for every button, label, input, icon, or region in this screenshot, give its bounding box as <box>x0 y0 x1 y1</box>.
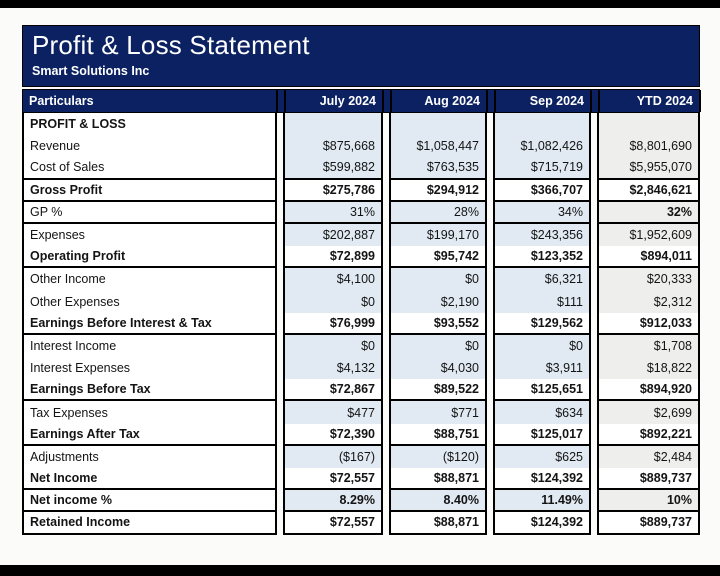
cell-july: $275,786 <box>283 180 383 202</box>
row-label: GP % <box>22 202 277 224</box>
cell-aug: $4,030 <box>389 357 487 379</box>
cell-aug: $88,751 <box>389 424 487 446</box>
cell-sep: $366,707 <box>493 180 591 202</box>
cell-aug: $2,190 <box>389 291 487 313</box>
cell-aug: $0 <box>389 335 487 357</box>
letterbox-bar-top <box>0 0 720 8</box>
cell-aug: $88,871 <box>389 468 487 490</box>
cell-sep <box>493 113 591 135</box>
cell-july: $4,132 <box>283 357 383 379</box>
table-row <box>22 291 700 313</box>
cell-ytd: $5,955,070 <box>597 157 700 179</box>
row-label: Earnings Before Tax <box>22 379 277 401</box>
cell-sep: 34% <box>493 202 591 224</box>
row-label: Retained Income <box>22 512 277 534</box>
pnl-statement-sheet <box>22 25 700 535</box>
cell-ytd: $18,822 <box>597 357 700 379</box>
cell-ytd: $892,221 <box>597 424 700 446</box>
table-row <box>22 446 700 468</box>
table-header-row <box>22 89 700 113</box>
table-row <box>22 401 700 423</box>
cell-july: $72,899 <box>283 246 383 268</box>
row-label: Other Income <box>22 268 277 290</box>
cell-aug: $95,742 <box>389 246 487 268</box>
row-label: Net income % <box>22 490 277 512</box>
table-body <box>22 113 700 535</box>
row-label: Interest Income <box>22 335 277 357</box>
cell-sep: $3,911 <box>493 357 591 379</box>
cell-ytd: $1,708 <box>597 335 700 357</box>
cell-ytd <box>597 113 700 135</box>
cell-sep: $111 <box>493 291 591 313</box>
row-label: Adjustments <box>22 446 277 468</box>
row-label: Interest Expenses <box>22 357 277 379</box>
cell-sep: $123,352 <box>493 246 591 268</box>
cell-aug: 8.40% <box>389 490 487 512</box>
table-row <box>22 335 700 357</box>
table-row <box>22 224 700 246</box>
cell-aug: $763,535 <box>389 157 487 179</box>
table-row <box>22 424 700 446</box>
cell-july: $477 <box>283 401 383 423</box>
cell-ytd: $2,312 <box>597 291 700 313</box>
statement-title: Profit & Loss Statement <box>32 30 310 60</box>
cell-ytd: $8,801,690 <box>597 135 700 157</box>
cell-ytd: $894,011 <box>597 246 700 268</box>
row-label: PROFIT & LOSS <box>22 113 277 135</box>
cell-ytd: 10% <box>597 490 700 512</box>
cell-july: $0 <box>283 335 383 357</box>
cell-sep: $125,017 <box>493 424 591 446</box>
column-header-july: July 2024 <box>284 90 384 112</box>
cell-july: $72,867 <box>283 379 383 401</box>
table-row <box>22 268 700 290</box>
cell-aug: 28% <box>389 202 487 224</box>
row-label: Revenue <box>22 135 277 157</box>
cell-july: $72,390 <box>283 424 383 446</box>
cell-sep: $715,719 <box>493 157 591 179</box>
row-label: Operating Profit <box>22 246 277 268</box>
table-row <box>22 135 700 157</box>
row-label: Tax Expenses <box>22 401 277 423</box>
column-header-particulars: Particulars <box>23 90 278 112</box>
cell-aug: $93,552 <box>389 313 487 335</box>
column-header-ytd: YTD 2024 <box>598 90 701 112</box>
cell-aug: $771 <box>389 401 487 423</box>
cell-july: ($167) <box>283 446 383 468</box>
cell-ytd: 32% <box>597 202 700 224</box>
cell-ytd: $2,846,621 <box>597 180 700 202</box>
row-label: Earnings After Tax <box>22 424 277 446</box>
table-row <box>22 246 700 268</box>
cell-sep: $124,392 <box>493 512 591 534</box>
cell-july <box>283 113 383 135</box>
column-header-aug: Aug 2024 <box>390 90 488 112</box>
cell-sep: 11.49% <box>493 490 591 512</box>
cell-ytd: $2,699 <box>597 401 700 423</box>
column-header-sep: Sep 2024 <box>494 90 592 112</box>
table-row <box>22 357 700 379</box>
table-row <box>22 157 700 179</box>
company-name: Smart Solutions Inc <box>32 64 150 78</box>
cell-aug: $1,058,447 <box>389 135 487 157</box>
row-label: Other Expenses <box>22 291 277 313</box>
cell-july: $76,999 <box>283 313 383 335</box>
cell-aug: $199,170 <box>389 224 487 246</box>
cell-july: $0 <box>283 291 383 313</box>
table-row <box>22 313 700 335</box>
table-row <box>22 113 700 135</box>
row-label: Earnings Before Interest & Tax <box>22 313 277 335</box>
cell-aug <box>389 113 487 135</box>
cell-sep: $0 <box>493 335 591 357</box>
cell-aug: $294,912 <box>389 180 487 202</box>
cell-july: $72,557 <box>283 468 383 490</box>
row-label: Net Income <box>22 468 277 490</box>
row-label: Expenses <box>22 224 277 246</box>
cell-aug: $88,871 <box>389 512 487 534</box>
cell-sep: $1,082,426 <box>493 135 591 157</box>
table-row <box>22 379 700 401</box>
table-row <box>22 180 700 202</box>
cell-aug: $0 <box>389 268 487 290</box>
table-row <box>22 512 700 534</box>
cell-ytd: $889,737 <box>597 468 700 490</box>
cell-july: $4,100 <box>283 268 383 290</box>
cell-ytd: $1,952,609 <box>597 224 700 246</box>
cell-ytd: $889,737 <box>597 512 700 534</box>
cell-july: $202,887 <box>283 224 383 246</box>
cell-july: $72,557 <box>283 512 383 534</box>
cell-july: $599,882 <box>283 157 383 179</box>
cell-aug: ($120) <box>389 446 487 468</box>
cell-ytd: $20,333 <box>597 268 700 290</box>
cell-aug: $89,522 <box>389 379 487 401</box>
cell-sep: $129,562 <box>493 313 591 335</box>
cell-sep: $243,356 <box>493 224 591 246</box>
table-row <box>22 490 700 512</box>
cell-sep: $124,392 <box>493 468 591 490</box>
table-row <box>22 468 700 490</box>
cell-sep: $625 <box>493 446 591 468</box>
cell-ytd: $912,033 <box>597 313 700 335</box>
cell-ytd: $894,920 <box>597 379 700 401</box>
row-label: Gross Profit <box>22 180 277 202</box>
cell-july: 8.29% <box>283 490 383 512</box>
row-label: Cost of Sales <box>22 157 277 179</box>
statement-title-block <box>22 25 700 87</box>
cell-july: $875,668 <box>283 135 383 157</box>
cell-sep: $634 <box>493 401 591 423</box>
letterbox-bar-bottom <box>0 565 720 576</box>
cell-sep: $6,321 <box>493 268 591 290</box>
cell-july: 31% <box>283 202 383 224</box>
cell-ytd: $2,484 <box>597 446 700 468</box>
table-row <box>22 202 700 224</box>
cell-sep: $125,651 <box>493 379 591 401</box>
